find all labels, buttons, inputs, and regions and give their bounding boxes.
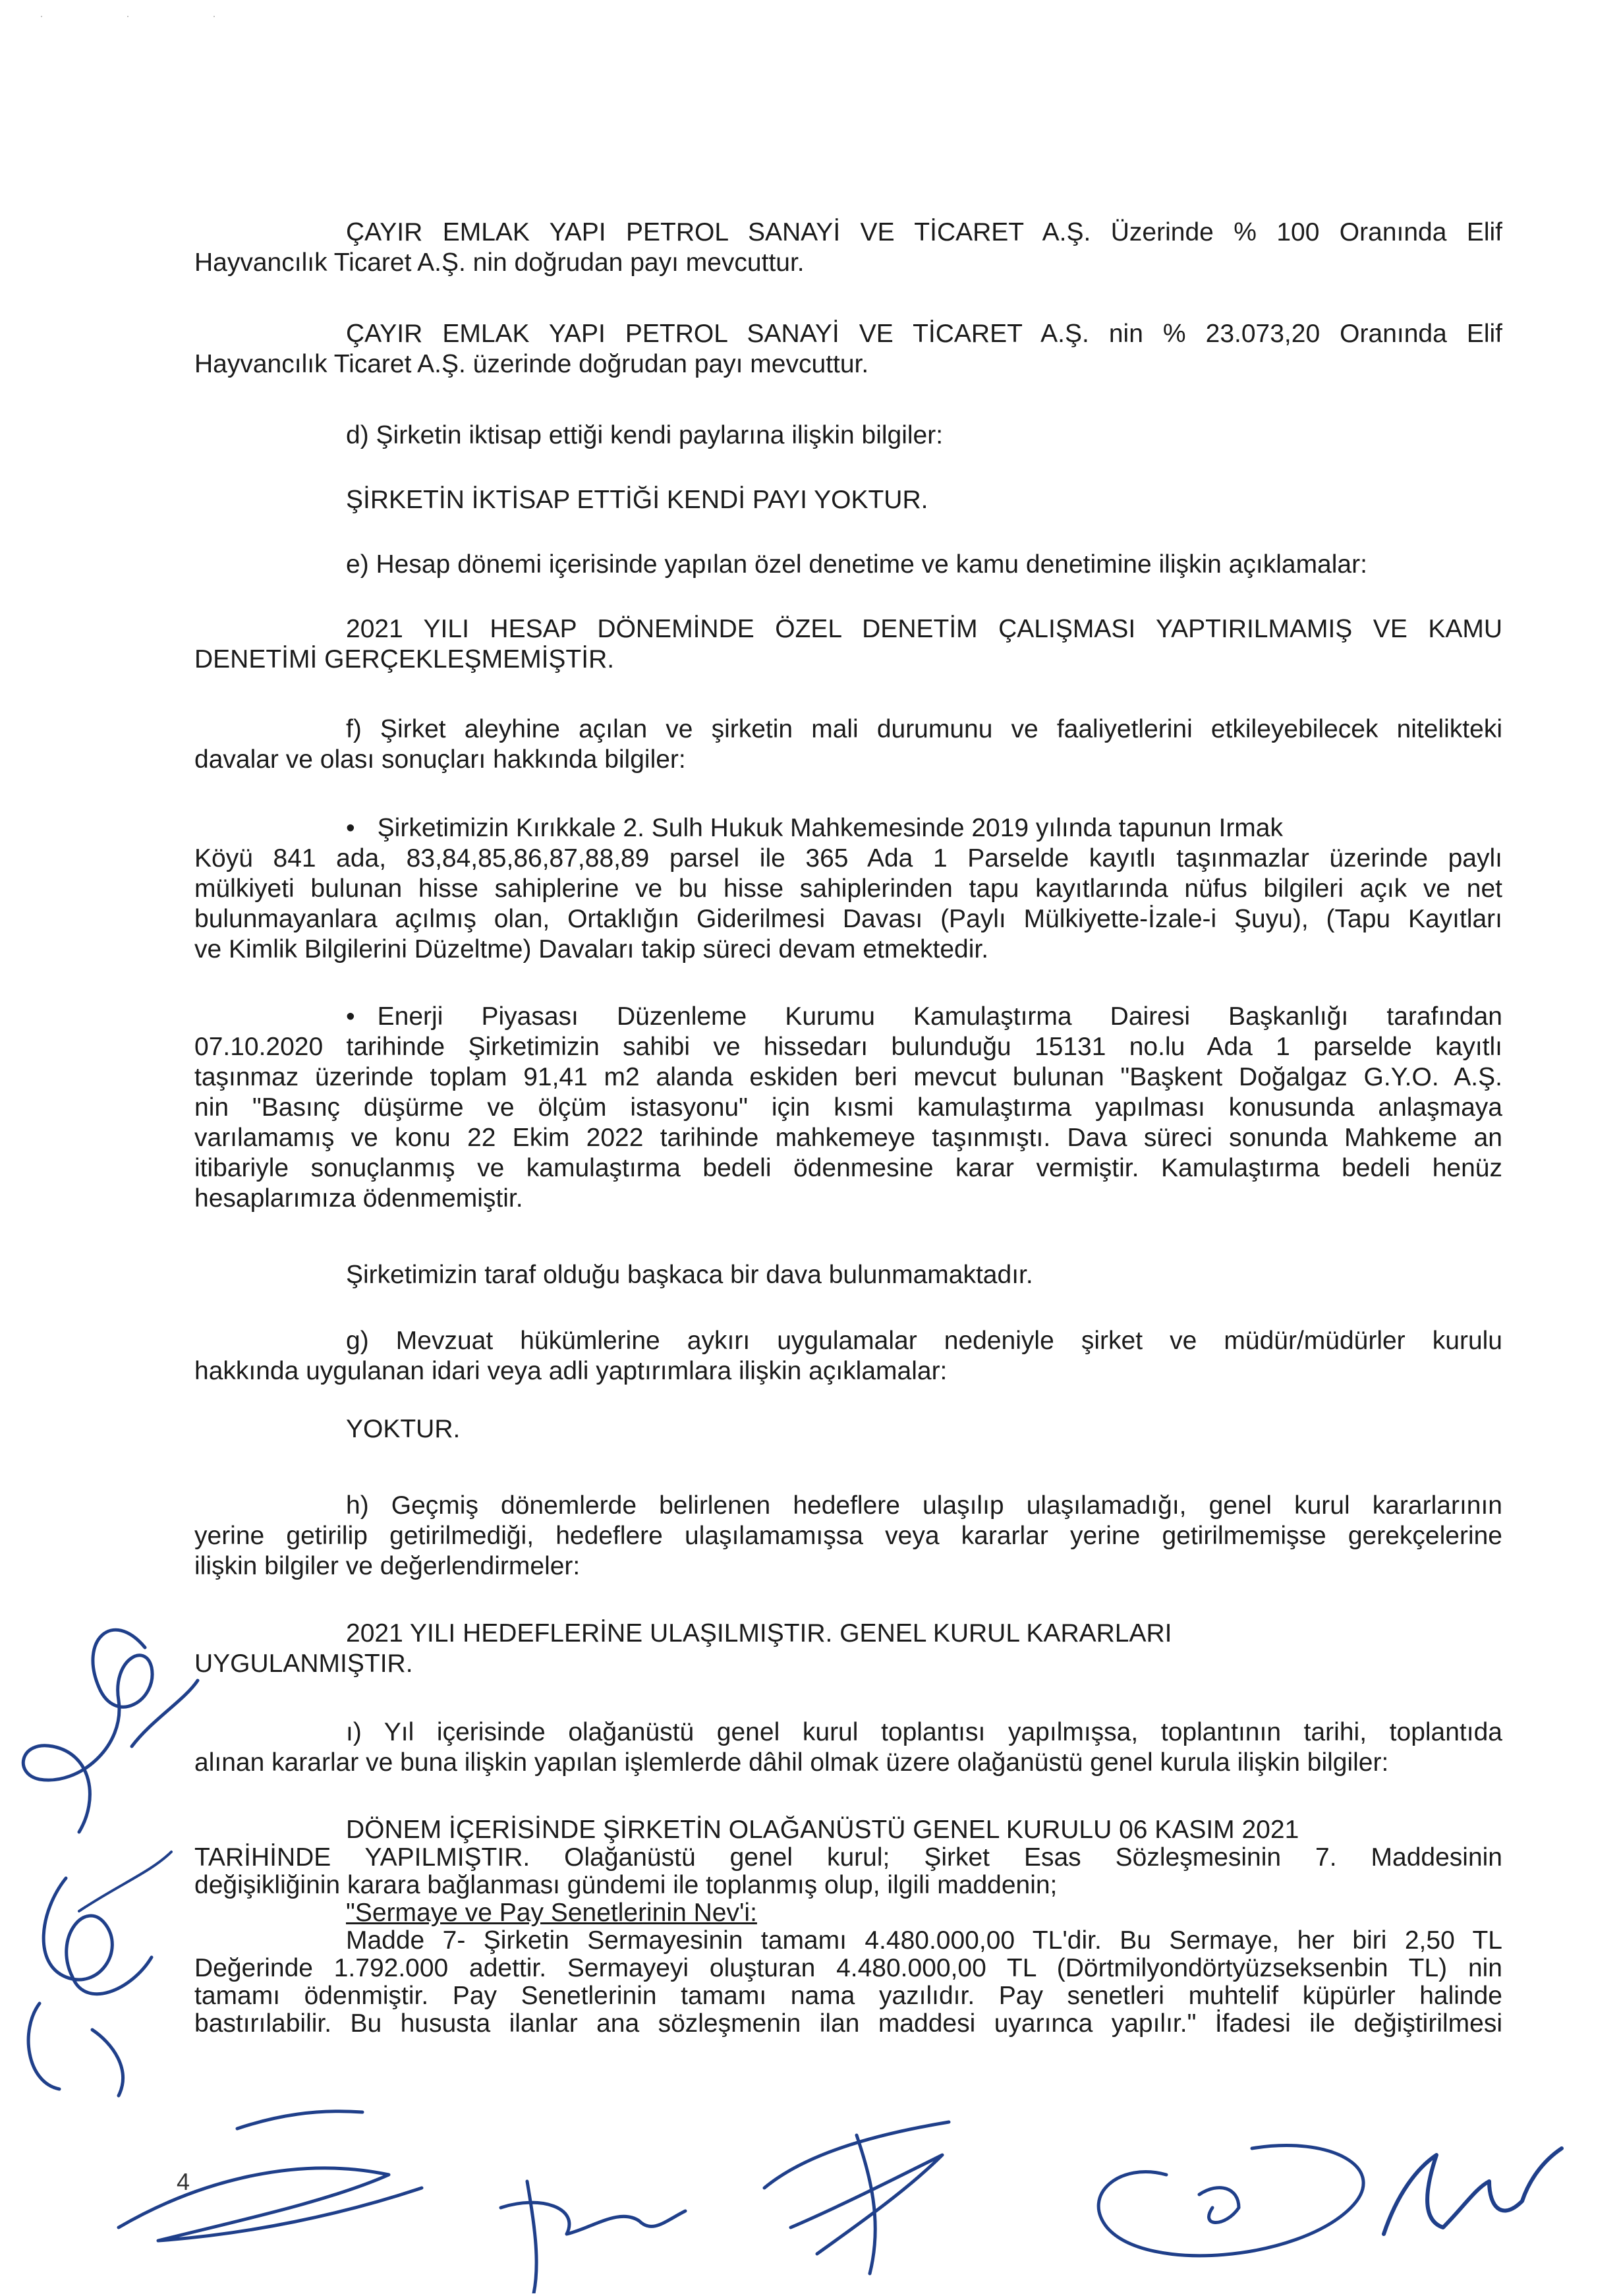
lawsuit-item-1 <box>194 813 1502 965</box>
text-line: Köyü 841 ada, 83,84,85,86,87,88,89 parsel ile 365 Ada 1 Parselde kayıtlı taşınmazlar üzerinde paylı <box>194 844 1502 873</box>
section-e-answer <box>194 614 1502 675</box>
text-line: değişikliğinin karara bağlanması gündemi ile toplanmış olup, ilgili maddenin; <box>194 1871 1058 1899</box>
text-line: tamamı ödenmiştir. Pay Senetlerinin tamamı nama yazılıdır. Pay senetleri muhtelif küpürler halinde <box>194 1982 1502 2010</box>
text-line: 2021 YILI HEDEFLERİNE ULAŞILMIŞTIR. GENEL KURUL KARARLARI <box>346 1619 1172 1648</box>
section-e-heading <box>194 550 1502 580</box>
text-line: varılamamış ve konu 22 Ekim 2022 tarihinde mahkemeye taşınmıştı. Dava süreci sonunda Mahkeme an <box>194 1124 1502 1152</box>
section-i-answer <box>194 1816 1502 2038</box>
text-line: g) Mevzuat hükümlerine aykırı uygulamalar nedeniyle şirket ve müdür/müdürler kurulu <box>346 1327 1502 1355</box>
text-line: mülkiyeti bulunan hisse sahiplerine ve bu hisse sahiplerinden tapu kayıtlarında nüfus bilgileri açık ve net <box>194 875 1502 903</box>
section-g-answer <box>194 1414 1502 1445</box>
text-line: taşınmaz üzerinde toplam 91,41 m2 alanda eskiden beri mevcut bulunan "Başkent Doğalgaz G.Y.O. A.Ş. <box>194 1063 1502 1091</box>
text-line: ı) Yıl içerisinde olağanüstü genel kurul toplantısı yapılmışsa, toplantının tarihi, toplantıda <box>346 1718 1502 1746</box>
text-line: davalar ve olası sonuçları hakkında bilgiler: <box>194 745 686 774</box>
text-line: ilişkin bilgiler ve değerlendirmeler: <box>194 1552 581 1580</box>
text-line: Madde 7- Şirketin Sermayesinin tamamı 4.480.000,00 TL'dir. Bu Sermaye, her biri 2,50 TL <box>346 1926 1502 1955</box>
text-line: Hayvancılık Ticaret A.Ş. üzerinde doğrudan payı mevcuttur. <box>194 350 869 378</box>
text-line: bastırılabilir. Bu hususta ilanlar ana sözleşmenin ilan maddesi uyarınca yapılır." İfadesi ile değiştirilmesi <box>194 2009 1502 2038</box>
text-line: UYGULANMIŞTIR. <box>194 1650 413 1678</box>
text-line: Değerinde 1.792.000 adettir. Sermayeyi oluşturan 4.480.000,00 TL (Dörtmilyondörtyüzseksenbin TL) nin <box>194 1954 1502 1982</box>
text-line: nin "Basınç düşürme ve ölçüm istasyonu" için kısmi kamulaştırma yapılması konusunda anlaşmaya <box>194 1093 1502 1122</box>
paragraph-ownership-1 <box>194 217 1502 278</box>
section-i-heading <box>194 1717 1502 1778</box>
section-d-heading <box>194 420 1502 451</box>
no-other-lawsuit <box>194 1260 1502 1290</box>
section-h-answer <box>194 1619 1502 1679</box>
text-line: • Şirketimizin Kırıkkale 2. Sulh Hukuk Mahkemesinde 2019 yılında tapunun Irmak <box>346 814 1283 842</box>
lawsuit-item-2 <box>194 1002 1502 1214</box>
text-line: ÇAYIR EMLAK YAPI PETROL SANAYİ VE TİCARET A.Ş. Üzerinde % 100 Oranında Elif <box>346 218 1502 246</box>
section-f-heading <box>194 714 1502 775</box>
text-line: "Sermaye ve Pay Senetlerinin Nev'i: <box>346 1899 757 1927</box>
text-line: ve Kimlik Bilgilerini Düzeltme) Davaları takip süreci devam etmektedir. <box>194 935 989 963</box>
text-line: hakkında uygulanan idari veya adli yaptırımlara ilişkin açıklamalar: <box>194 1357 948 1385</box>
text-line: TARİHİNDE YAPILMIŞTIR. Olağanüstü genel kurul; Şirket Esas Sözleşmesinin 7. Maddesinin <box>194 1843 1502 1872</box>
section-g-heading <box>194 1326 1502 1387</box>
text-line: DÖNEM İÇERİSİNDE ŞİRKETİN OLAĞANÜSTÜ GENEL KURULU 06 KASIM 2021 <box>346 1816 1299 1844</box>
section-h-heading <box>194 1491 1502 1582</box>
paragraph-ownership-2 <box>194 319 1502 380</box>
text-line: bulunmayanlara açılmış olan, Ortaklığın Giderilmesi Davası (Paylı Mülkiyette-İzale-i Şuyu), (Tapu Kayıtları <box>194 905 1502 933</box>
text-line: ÇAYIR EMLAK YAPI PETROL SANAYİ VE TİCARET A.Ş. nin % 23.073,20 Oranında Elif <box>346 320 1502 348</box>
text-line: itibariyle sonuçlanmış ve kamulaştırma bedeli ödenmesine karar vermiştir. Kamulaştırma bedeli henüz <box>194 1154 1502 1182</box>
text-line: yerine getirilip getirilmediği, hedeflere ulaşılamamışsa veya kararlar yerine getirilmemişse gerekçelerine <box>194 1522 1502 1550</box>
text-line: ŞİRKETİN İKTİSAP ETTİĞİ KENDİ PAYI YOKTUR. <box>346 486 928 514</box>
bullet-icon: • <box>346 1002 355 1031</box>
text-line: e) Hesap dönemi içerisinde yapılan özel denetime ve kamu denetimine ilişkin açıklamalar: <box>346 550 1367 579</box>
text-line: h) Geçmiş dönemlerde belirlenen hedeflere ulaşılıp ulaşılamadığı, genel kurul kararlarının <box>346 1491 1502 1520</box>
text-line: • Enerji Piyasası Düzenleme Kurumu Kamulaştırma Dairesi Başkanlığı tarafından <box>346 1002 1502 1031</box>
text-line: Şirketimizin taraf olduğu başkaca bir dava bulunmamaktadır. <box>346 1261 1033 1289</box>
bottom-signatures <box>79 2076 1595 2293</box>
page-number: 4 <box>177 2168 190 2195</box>
scan-marks: · · · <box>40 9 256 22</box>
text-line: d) Şirketin iktisap ettiği kendi paylarına ilişkin bilgiler: <box>346 421 944 449</box>
text-line: YOKTUR. <box>346 1415 461 1443</box>
section-d-answer <box>194 485 1502 515</box>
text-line: Hayvancılık Ticaret A.Ş. nin doğrudan payı mevcuttur. <box>194 248 805 277</box>
text-line: hesaplarımıza ödenmemiştir. <box>194 1184 523 1213</box>
text-line: f) Şirket aleyhine açılan ve şirketin mali durumunu ve faaliyetlerini etkileyebilecek nitelikteki <box>346 715 1502 743</box>
text-line: alınan kararlar ve buna ilişkin yapılan işlemlerde dâhil olmak üzere olağanüstü genel kurula ilişkin bilgiler: <box>194 1748 1389 1777</box>
text-line: DENETİMİ GERÇEKLEŞMEMİŞTİR. <box>194 645 615 674</box>
text-line: 2021 YILI HESAP DÖNEMİNDE ÖZEL DENETİM ÇALIŞMASI YAPTIRILMAMIŞ VE KAMU <box>346 615 1502 643</box>
bullet-icon: • <box>346 814 355 842</box>
text-line: 07.10.2020 tarihinde Şirketimizin sahibi ve hissedarı bulunduğu 15131 no.lu Ada 1 parselde kayıtlı <box>194 1033 1502 1061</box>
